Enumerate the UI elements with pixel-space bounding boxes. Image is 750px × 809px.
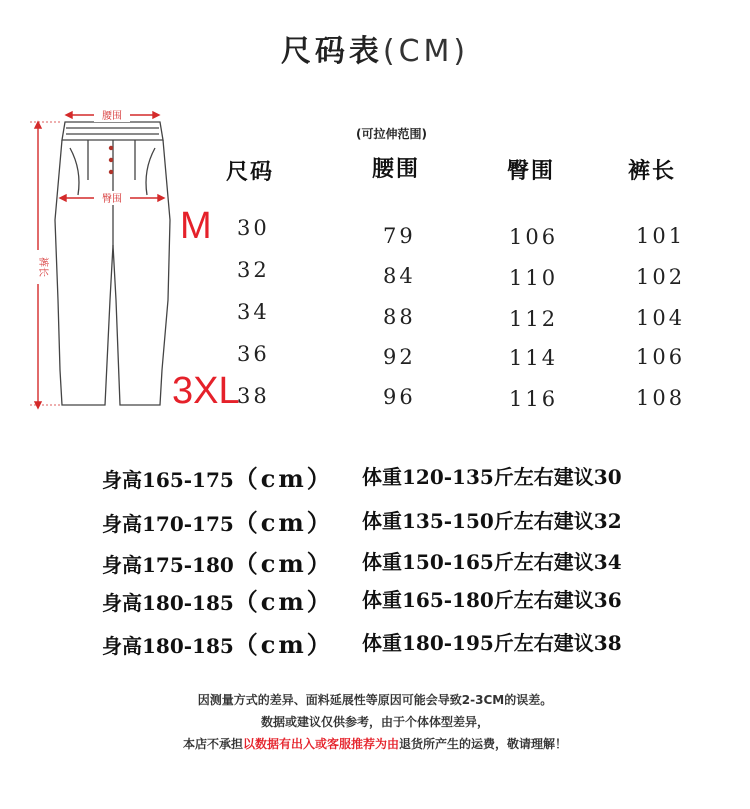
note-line-1: 因测量方式的差异、面料延展性等原因可能会导致2-3CM的误差。 xyxy=(197,693,553,707)
rec5-weight: 体重180-195斤左右建议38 xyxy=(362,631,622,655)
rec1-height-text: 身高165-175 xyxy=(102,468,234,492)
page-title xyxy=(0,26,750,70)
rec2-height xyxy=(102,503,334,538)
note-line-3 xyxy=(0,735,750,752)
rec1-unit: （cm） xyxy=(233,464,334,493)
row4-length: 106 xyxy=(636,345,686,369)
rec2-unit: （cm） xyxy=(233,508,334,537)
row5-length: 108 xyxy=(636,386,686,410)
rec3-height-text: 身高175-180 xyxy=(102,553,234,577)
note-line-3-post: 退货所产生的运费，敬请理解！ xyxy=(399,737,568,751)
row2-waist: 84 xyxy=(383,264,416,288)
row5-waist: 96 xyxy=(383,385,416,409)
header-hip: 臀围 xyxy=(507,159,556,184)
rec1-height xyxy=(102,459,334,494)
row4-waist: 92 xyxy=(383,345,416,369)
row2-length: 102 xyxy=(636,265,686,289)
row1-hip: 106 xyxy=(509,225,559,249)
rec5-unit: （cm） xyxy=(233,630,334,659)
row3-length: 104 xyxy=(636,306,686,330)
row5-size: 38 xyxy=(237,384,270,408)
rec3-unit: （cm） xyxy=(233,549,334,578)
row4-size: 36 xyxy=(237,342,270,366)
rec1-weight: 体重120-135斤左右建议30 xyxy=(362,465,622,489)
row5-hip: 116 xyxy=(509,387,559,411)
row1-waist: 79 xyxy=(383,224,416,248)
note-line-2: 数据或建议仅供参考，由于个体体型差异， xyxy=(260,715,489,729)
row1-size: 30 xyxy=(237,216,270,240)
hip-label: 臀围 xyxy=(102,194,122,205)
rec2-height-text: 身高170-175 xyxy=(102,512,234,536)
row3-waist: 88 xyxy=(383,305,416,329)
row1-length: 101 xyxy=(636,224,686,248)
title-main: 尺码表 xyxy=(280,34,383,69)
header-size: 尺码 xyxy=(226,160,275,185)
header-waist: 腰围 xyxy=(372,157,421,182)
row4-hip: 114 xyxy=(509,346,559,370)
title-unit: (CM) xyxy=(382,34,470,69)
row2-hip: 110 xyxy=(509,266,559,290)
rec5-height xyxy=(102,625,334,660)
header-length: 裤长 xyxy=(628,159,677,184)
row2-size: 32 xyxy=(237,258,270,282)
row3-size: 34 xyxy=(237,300,270,324)
rec4-weight: 体重165-180斤左右建议36 xyxy=(362,588,622,612)
row3-hip: 112 xyxy=(509,307,559,331)
stretch-note: (可拉伸范围) xyxy=(356,127,427,141)
rec4-height-text: 身高180-185 xyxy=(102,591,234,615)
rec4-height xyxy=(102,582,334,617)
rec2-weight: 体重135-150斤左右建议32 xyxy=(362,509,622,533)
length-label: 裤长 xyxy=(37,257,48,277)
waist-label: 腰围 xyxy=(102,111,122,122)
rec3-weight: 体重150-165斤左右建议34 xyxy=(362,550,622,574)
note-line-3-red: 以数据有出入或客服推荐为由 xyxy=(242,737,399,751)
size-marker-3xl: 3XL xyxy=(172,370,240,412)
rec5-height-text: 身高180-185 xyxy=(102,634,234,658)
size-marker-m: M xyxy=(180,205,212,247)
note-line-3-pre: 本店不承担 xyxy=(182,737,243,751)
rec3-height xyxy=(102,544,334,579)
rec4-unit: （cm） xyxy=(233,587,334,616)
